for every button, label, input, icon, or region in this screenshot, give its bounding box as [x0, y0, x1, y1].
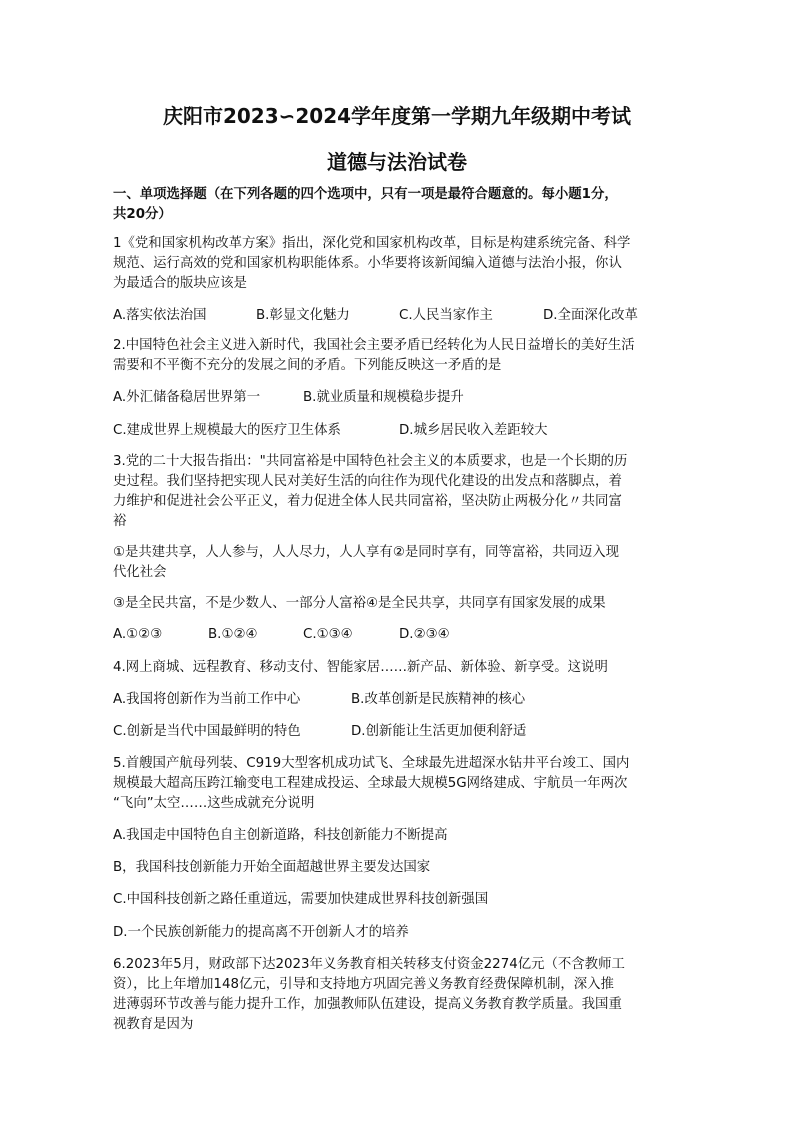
q3-option-a[interactable]: A.①②③	[113, 627, 163, 642]
q4-option-a[interactable]: A.我国将创新作为当前工作中心	[113, 692, 301, 707]
q4-option-b[interactable]: B.改革创新是民族精神的核心	[351, 692, 526, 707]
q3-statement-line: 代化社会	[113, 565, 167, 580]
q1-options	[113, 305, 693, 326]
q5-stem-line: “飞向”太空……这些成就充分说明	[113, 796, 315, 811]
section-heading-line-1: 一、单项选择题（在下列各题的四个选项中，只有一项是最符合题意的。每小题1分，	[113, 187, 618, 202]
q1-option-d[interactable]: D.全面深化改革	[543, 308, 638, 323]
q1-option-c[interactable]: C.人民当家作主	[399, 308, 493, 323]
q2-options-row2	[113, 420, 693, 441]
q4-option-d[interactable]: D.创新能让生活更加便利舒适	[351, 724, 527, 739]
q5-option-d[interactable]: D.一个民族创新能力的提高离不开创新人才的培养	[113, 925, 409, 940]
q3-statement-line: ③是全民共富，不是少数人、一部分人富裕④是全民共享，共同享有国家发展的成果	[113, 596, 606, 611]
q1-option-a[interactable]: A.落实依法治国	[113, 308, 207, 323]
q3-stem-line: 力维护和促进社会公平正义，着力促进全体人民共同富裕，坚决防止两极分化〃共同富	[113, 494, 622, 509]
q2-options-row1	[113, 387, 693, 408]
q1-option-b[interactable]: B.彰显文化魅力	[256, 308, 350, 323]
q5-stem-line: 5.首艘国产航母列装、C919大型客机成功试飞、全球最先进超深水钻井平台竣工、国内	[113, 756, 630, 771]
q3-option-c[interactable]: C.①③④	[303, 627, 353, 642]
section-heading-line-2: 共20分）	[113, 207, 172, 222]
q6-stem-line: 资），比上年增加148亿元，引导和支持地方巩固完善义务教育经费保障机制，深入推	[113, 977, 614, 992]
q2-stem-line: 2.中国特色社会主义进入新时代，我国社会主要矛盾已经转化为人民日益增长的美好生活	[113, 338, 635, 353]
q6-stem-line: 6.2023年5月，财政部下达2023年义务教育相关转移支付资金2274亿元（不含教师工	[113, 957, 625, 972]
q3-stem-line: 裕	[113, 514, 127, 529]
q1-stem-line: 规范、运行高效的党和国家机构职能体系。小华要将该新闻编入道德与法治小报，你认	[113, 256, 622, 271]
q5-stem-line: 规模最大超高压跨江输变电工程建成投运、全球最大规模5G网络建成、宇航员一年两次	[113, 776, 628, 791]
q4-stem-line: 4.网上商城、远程教育、移动支付、智能家居……新产品、新体验、新享受。这说明	[113, 660, 608, 675]
q5-option-b[interactable]: B，我国科技创新能力开始全面超越世界主要发达国家	[113, 860, 431, 875]
q1-stem-line: 1《党和国家机构改革方案》指出，深化党和国家机构改革，目标是构建系统完备、科学	[113, 236, 631, 251]
q2-option-d[interactable]: D.城乡居民收入差距较大	[399, 423, 548, 438]
q3-stem-line: 3.党的二十大报告指出："共同富裕是中国特色社会主义的本质要求，也是一个长期的历	[113, 454, 628, 469]
q3-options	[113, 624, 693, 645]
q2-option-b[interactable]: B.就业质量和规模稳步提升	[303, 390, 464, 405]
exam-subtitle: 道德与法治试卷	[327, 150, 467, 174]
q4-options-row2	[113, 721, 693, 742]
exam-title: 庆阳市2023∽2024学年度第一学期九年级期中考试	[162, 104, 632, 128]
q3-option-d[interactable]: D.②③④	[399, 627, 450, 642]
q5-option-a[interactable]: A.我国走中国特色自主创新道路，科技创新能力不断提高	[113, 828, 448, 843]
q6-stem-line: 视教育是因为	[113, 1017, 194, 1032]
q3-statement-line: ①是共建共享，人人参与，人人尽力，人人享有②是同时享有，同等富裕，共同迈入现	[113, 545, 620, 560]
q1-stem-line: 为最适合的版块应该是	[113, 276, 247, 291]
q2-option-a[interactable]: A.外汇储备稳居世界第一	[113, 390, 261, 405]
q4-option-c[interactable]: C.创新是当代中国最鲜明的特色	[113, 724, 301, 739]
q6-stem-line: 进薄弱环节改善与能力提升工作，加强教师队伍建设，提高义务教育教学质量。我国重	[113, 997, 622, 1012]
q3-option-b[interactable]: B.①②④	[208, 627, 258, 642]
q4-options-row1	[113, 689, 693, 710]
q2-stem-line: 需要和不平衡不充分的发展之间的矛盾。下列能反映这一矛盾的是	[113, 358, 502, 373]
q3-stem-line: 史过程。我们坚持把实现人民对美好生活的向往作为现代化建设的出发点和落脚点，着	[113, 474, 622, 489]
q5-option-c[interactable]: C.中国科技创新之路任重道远，需要加快建成世界科技创新强国	[113, 892, 489, 907]
q2-option-c[interactable]: C.建成世界上规模最大的医疗卫生体系	[113, 423, 341, 438]
